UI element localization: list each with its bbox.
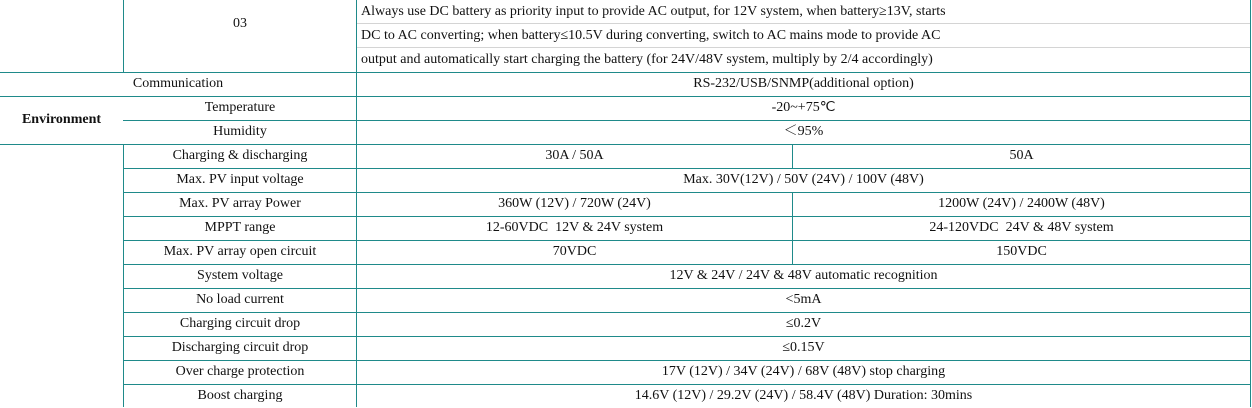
no-load-label: No load current (196, 292, 284, 307)
humidity-value: ＜95% (783, 124, 824, 139)
humidity-label: Humidity (213, 124, 267, 139)
mppt-label: MPPT range (204, 220, 276, 235)
charge-drop-value: ≤0.2V (785, 316, 822, 331)
overcharge-value: 17V (12V) / 34V (24V) / 68V (48V) stop charging (661, 364, 946, 379)
temperature-value: -20~+75℃ (771, 100, 836, 115)
col-divider-right (1250, 0, 1251, 407)
communication-label: Communication (132, 76, 224, 91)
communication-value: RS-232/USB/SNMP(additional option) (693, 76, 914, 91)
charging-label: Charging & discharging (172, 148, 308, 163)
mode-description-line-2: DC to AC converting; when battery≤10.5V during converting, switch to AC mains mode to provide AC (361, 28, 941, 43)
environment-group-label: Environment (21, 112, 102, 127)
discharge-drop-label: Discharging circuit drop (171, 340, 309, 355)
temperature-label: Temperature (204, 100, 276, 115)
open-circuit-value-b: 150VDC (996, 244, 1047, 259)
open-circuit-value-a: 70VDC (552, 244, 597, 259)
pv-power-value-a: 360W (12V) / 720W (24V) (498, 196, 651, 211)
pv-power-value-b: 1200W (24V) / 2400W (48V) (938, 196, 1105, 211)
mode-description-line-1: Always use DC battery as priority input to provide AC output, for 12V system, when battery≥13V, starts (361, 4, 946, 19)
no-load-value: <5mA (785, 292, 822, 307)
pv-voltage-value: Max. 30V(12V) / 50V (24V) / 100V (48V) (683, 172, 924, 187)
boost-label: Boost charging (197, 388, 283, 403)
pv-power-label: Max. PV array Power (179, 196, 301, 211)
boost-value: 14.6V (12V) / 29.2V (24V) / 58.4V (48V) Duration: 30mins (634, 388, 973, 403)
open-circuit-label: Max. PV array open circuit (163, 244, 317, 259)
discharge-drop-value: ≤0.15V (782, 340, 825, 355)
mode-number: 03 (233, 16, 247, 31)
overcharge-label: Over charge protection (175, 364, 305, 379)
charging-value-a: 30A / 50A (545, 148, 604, 163)
mppt-value-a: 12-60VDC 12V & 24V system (485, 220, 664, 235)
system-voltage-value: 12V & 24V / 24V & 48V automatic recognition (669, 268, 938, 283)
charge-drop-label: Charging circuit drop (179, 316, 301, 331)
charging-value-b: 50A (1009, 148, 1034, 163)
mode-description-line-3: output and automatically start charging the battery (for 24V/48V system, multiply by 2/4 accordingly) (361, 52, 933, 67)
pv-voltage-label: Max. PV input voltage (176, 172, 304, 187)
col-divider-1 (123, 0, 124, 72)
system-voltage-label: System voltage (197, 268, 283, 283)
mppt-value-b: 24-120VDC 24V & 48V system (929, 220, 1114, 235)
